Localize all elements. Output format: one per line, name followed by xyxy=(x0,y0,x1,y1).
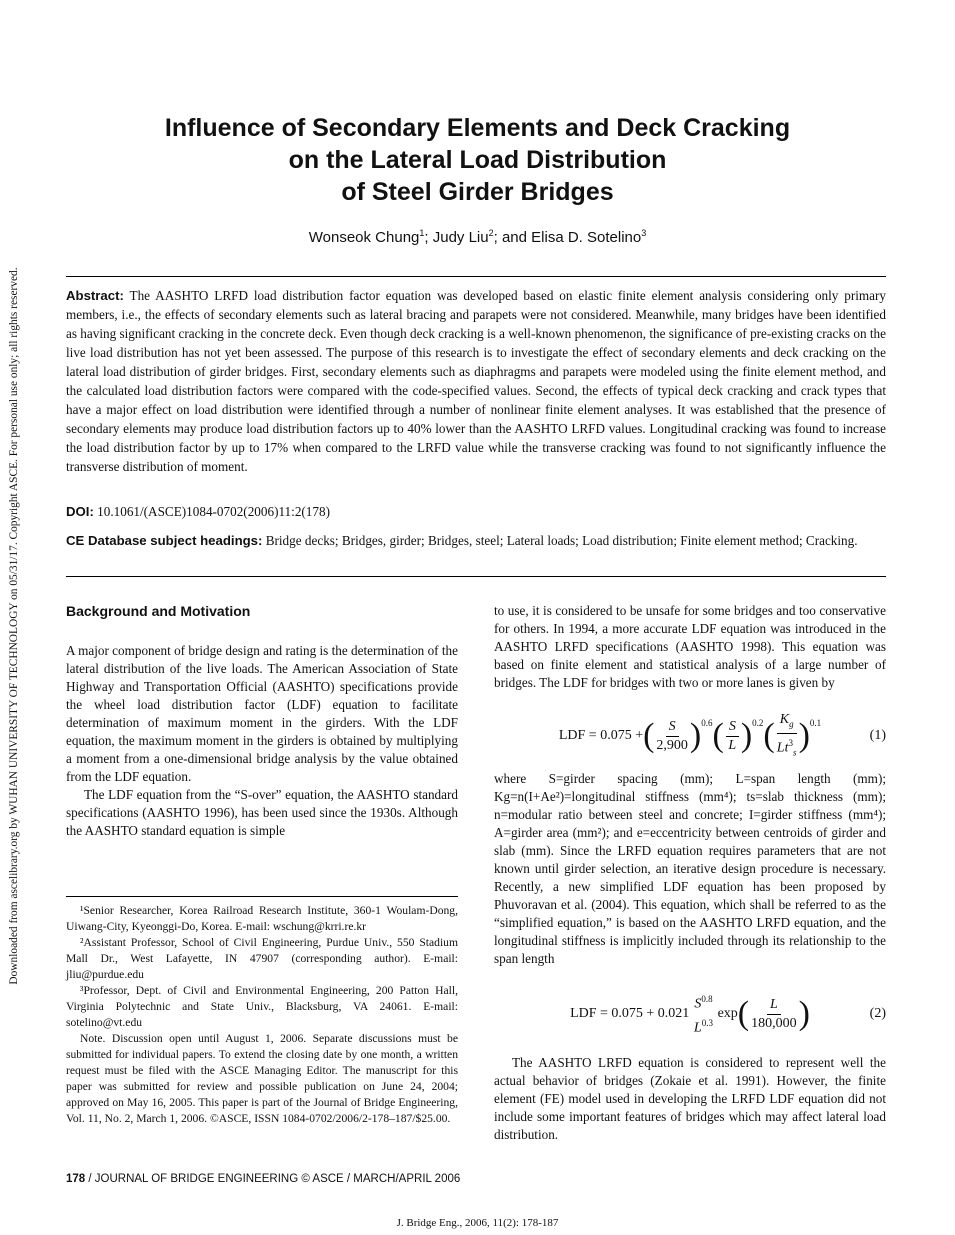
footnote: ¹Senior Researcher, Korea Railroad Research Institute, 360-1 Woulam-Dong, Uiwang-City, Kyeonggi-Do, Korea. E-mail: wschung@krri.re.kr xyxy=(66,904,458,933)
citation: J. Bridge Eng., 2006, 11(2): 178-187 xyxy=(396,1217,559,1229)
doi-link[interactable]: 10.1061/(ASCE)1084-0702(2006)11:2(178) xyxy=(97,504,330,519)
title-line: Influence of Secondary Elements and Deck Cracking xyxy=(164,114,791,142)
divider xyxy=(66,276,886,277)
abstract: Abstract: The AASHTO LRFD load distribution factor equation was developed based on elastic finite element analysis considering only primary members, i.e., the effects of secondary elements such as lateral bracing and parapets were not considered. Meanwhile, many bridges have been identified as having significant cracking in the concrete deck. Even though deck cracking is a well-known phenomenon, the significance of pre-existing cracks on the live load distribution has not yet been assessed. The purpose of this research is to investigate the effect of secondary elements and deck cracking on the lateral load distribution of girder bridges. First, secondary elements such as diaphragms and parapets were modeled using the finite element method, and the calculated load distribution factors were compared with the code-specified values. Second, the effects of typical deck cracking and crack types that have a major effect on load distribution were identified through a number of nonlinear finite element analyses. It was established that the presence of secondary elements may produce load distribution factors up to 40% lower than the AASHTO LRFD values. Longitudinal cracking was found to increase the load distribution factor by up to 17% when compared to the LRFD value while the transverse cracking was found to not significantly influence the transverse distribution of moment. xyxy=(66,288,887,474)
footnote: ³Professor, Dept. of Civil and Environmental Engineering, 200 Patton Hall, Virginia Polytechnic and State Univ., Blacksburg, VA 24061. E-mail: sotelino@vt.edu xyxy=(66,984,458,1029)
section-heading: Background and Motivation xyxy=(66,603,251,619)
page-footer: 178 / JOURNAL OF BRIDGE ENGINEERING © ASCE / MARCH/APRIL 2006 xyxy=(66,1173,461,1185)
right-column xyxy=(494,602,886,1144)
footnote: Note. Discussion open until August 1, 2006. Separate discussions must be submitted for individual papers. To extend the closing date by one month, a written request must be filed with the ASCE Managing Editor. The manuscript for this paper was submitted for review and possible publication on June 24, 2004; approved on May 16, 2005. This paper is part of the Journal of Bridge Engineering, Vol. 11, No. 2, March 1, 2006. ©ASCE, ISSN 1084-0702/2006/2-178–187/$25.00. xyxy=(66,1032,458,1125)
divider xyxy=(66,576,886,577)
footnote: ²Assistant Professor, School of Civil Engineering, Purdue Univ., 550 Stadium Mall Dr., West Lafayette, IN 47907 (corresponding author). E-mail: jliu@purdue.edu xyxy=(66,936,458,981)
equation-1: LDF = 0.075 + ( $\frac{S}{2,900}$ ) $^{0.6}$ ( $\frac{S}{L}$ ) $^{0.2}$ ( $\frac{K_g}{Lt^3_s}$ ) $^{0.1}$ (1) xyxy=(558,711,886,758)
footnotes xyxy=(66,896,458,1127)
paragraph: to use, it is considered to be unsafe for some bridges and too conservative for others. In 1994, a more accurate LDF equation was introduced in the AASHTO LRFD specifications (AASHTO 1998). This equation was based on finite element and statistical analysis of a large number of bridges. The LDF for bridges with two or more lanes is given by xyxy=(494,603,886,690)
subject-headings: CE Database subject headings: Bridge decks; Bridges, girder; Bridges, steel; Lateral loads; Load distribution; Finite element method; Cracking. xyxy=(66,533,858,548)
equation-2: LDF = 0.075 + 0.021 $S^{0.8}$ $L^{0.3}$ exp ( $\frac{L}{180,000}$ ) (2) xyxy=(570,994,886,1036)
paragraph: The LDF equation from the “S-over” equation, the AASHTO standard specifications (AASHTO 1996), has been used since the 1930s. Although the AASHTO standard equation is simple xyxy=(66,787,458,838)
paragraph: where S=girder spacing (mm); L=span length (mm); Kg=n(I+Ae²)=longitudinal stiffness (mm⁴); ts=slab thickness (mm); n=modular ratio between steel and concrete; I=girder stiffness (mm⁴); A=girder area (mm²); and e=eccentricity between centroids of girder and slab (mm). Since the LRFD equation requires parameters that are not known until girder selection, an iterative design procedure is necessary. Recently, a new simplified LDF equation has been proposed by Phuvoravan et al. (2004). This equation, which shall be referred to as the “simplified equation,” is based on the AASHTO LRFD equation, and the longitudinal stiffness is implicitly included through its relationship to the span length xyxy=(494,771,886,966)
title-line: on the Lateral Load Distribution xyxy=(288,146,667,174)
paragraph: The AASHTO LRFD equation is considered to represent well the actual behavior of bridges (Zokaie et al. 1991). However, the finite element (FE) model used in developing the LRFD LDF equation did not include some important features of bridges which may affect lateral load distribution. xyxy=(494,1055,886,1142)
title-line: of Steel Girder Bridges xyxy=(341,178,614,206)
paragraph: A major component of bridge design and rating is the determination of the lateral distribution of the live loads. The American Association of State Highway and Transportation Official (AASHTO) specifications provide the wheel load distribution factor (LDF) equation to facilitate determination of maximum moment in the girders. With the LDF equation, the maximum moment in the girders is obtained by multiplying a moment from a one-dimensional bridge analysis by the value obtained from the LDF equation. xyxy=(66,643,458,784)
doi: DOI: 10.1061/(ASCE)1084-0702(2006)11:2(178) xyxy=(66,504,330,519)
download-watermark: Downloaded from ascelibrary.org by WUHAN UNIVERSITY OF TECHNOLOGY on 05/31/17. Copyright ASCE. For personal use only; all rights reserved. xyxy=(8,267,20,985)
authors: Wonseok Chung$^1$; Judy Liu$^2$; and Elisa D. Sotelino$^3$ xyxy=(308,228,647,246)
paper-title xyxy=(0,112,955,208)
left-column xyxy=(66,602,458,840)
